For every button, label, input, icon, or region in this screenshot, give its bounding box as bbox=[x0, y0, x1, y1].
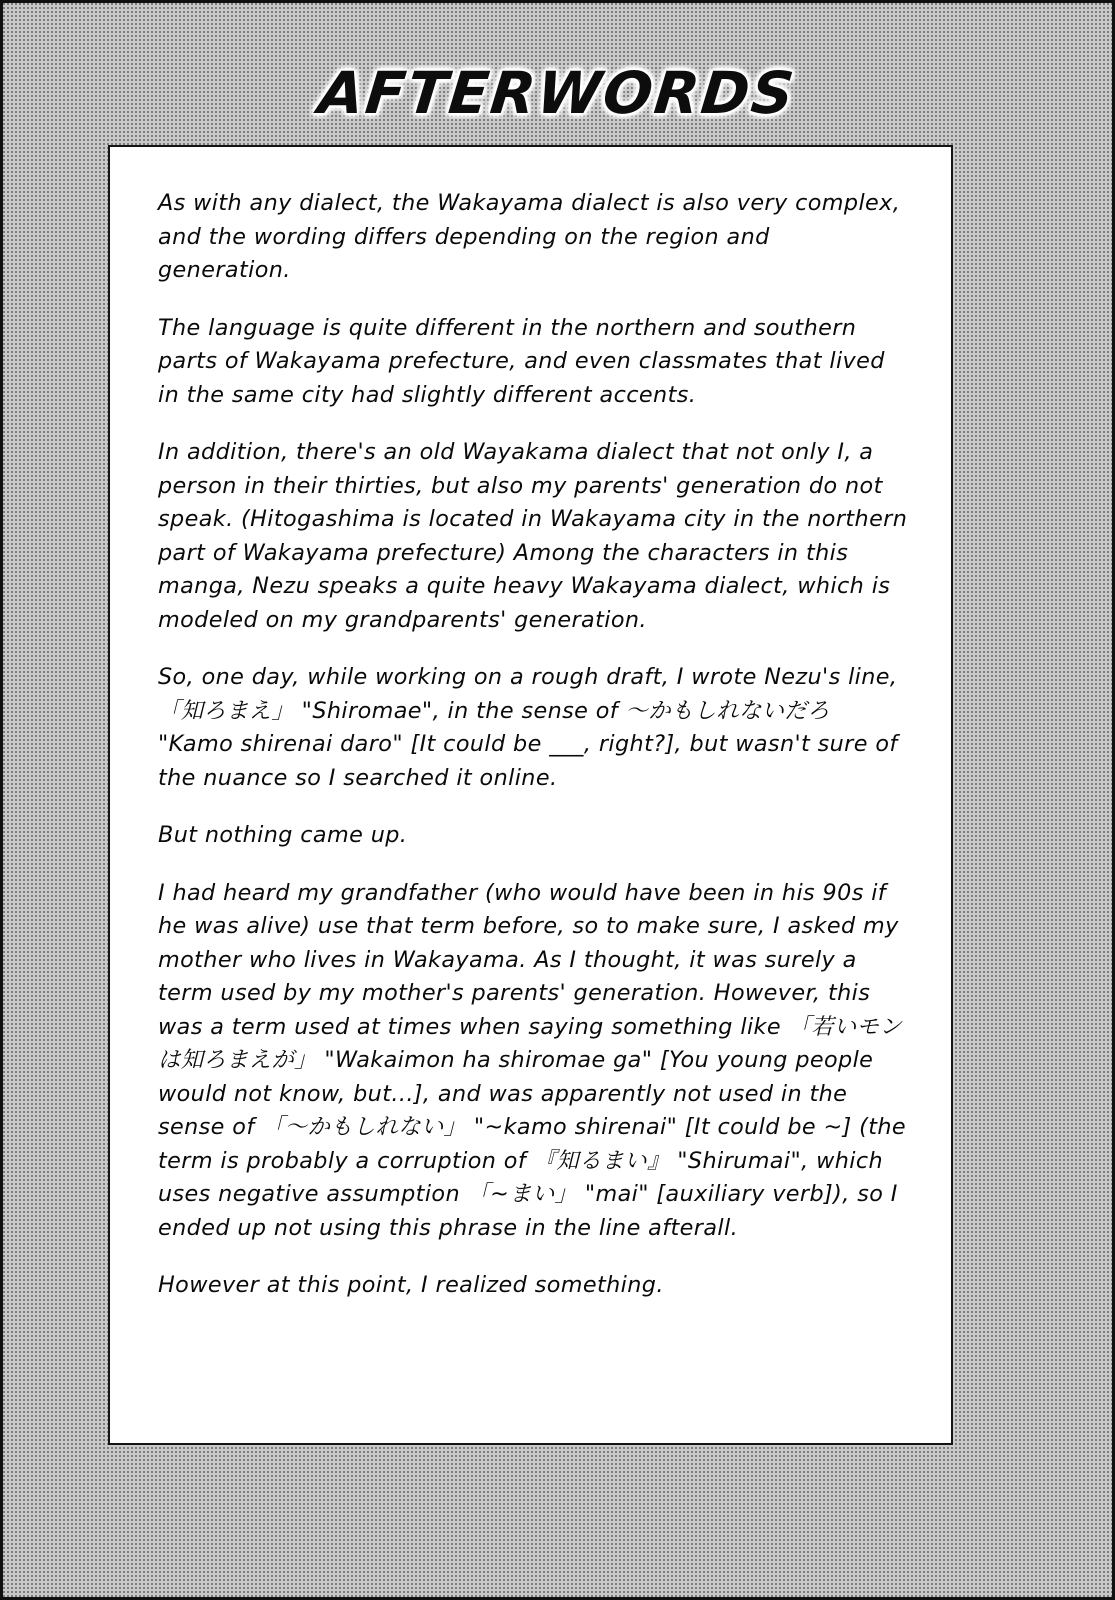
paragraph: As with any dialect, the Wakayama dialect is also very complex, and the wording differs depending on the region and generation. bbox=[158, 190, 908, 283]
paragraph: The language is quite different in the northern and southern parts of Wakayama prefecture, and even classmates that lived in the same city had slightly different accents. bbox=[158, 314, 893, 408]
paragraph: However at this point, I realized something. bbox=[158, 1272, 664, 1298]
paragraph: I had heard my grandfather (who would have been in his 90s if he was alive) use that term before, so to make sure, I asked my mother who lives in Wakayama. As I thought, it was surely a term used by my mother's parents' generation. However, this was a term used at times when saying something like 「若いモンは知ろまえが」 "Wakaimon ha shiromae ga" [You young people would not know, but...], and was apparently not used in the sense of 「〜かもしれない」 "~kamo shirenai" [It could be ~] (the term is probably a corruption of 『知るまい』 "Shirumai", which uses negative assumption 「~まい」 "mai" [auxiliary verb]), so I ended up not using this phrase in the line afterall. bbox=[158, 879, 914, 1241]
paragraph: In addition, there's an old Wayakama dialect that not only I, a person in their thirties, but also my parents' generation do not speak. (Hitogashima is located in Wakayama city in the northern part of Wakayama prefecture) Among the characters in this manga, Nezu speaks a quite heavy Wakayama dialect, which is modeled on my grandparents' generation. bbox=[158, 439, 915, 633]
paragraph: So, one day, while working on a rough draft, I wrote Nezu's line, 「知ろまえ」 "Shiromae", in the sense of 〜かもしれないだろ "Kamo shirenai daro" [It could be ___, right?], but wasn't sure of the nuance so I searched it online. bbox=[158, 664, 906, 791]
paragraph: But nothing came up. bbox=[158, 822, 408, 848]
page-title-container bbox=[3, 59, 1112, 127]
afterword-text-panel bbox=[108, 145, 953, 1445]
page-title: AFTERWORDS bbox=[315, 59, 800, 127]
